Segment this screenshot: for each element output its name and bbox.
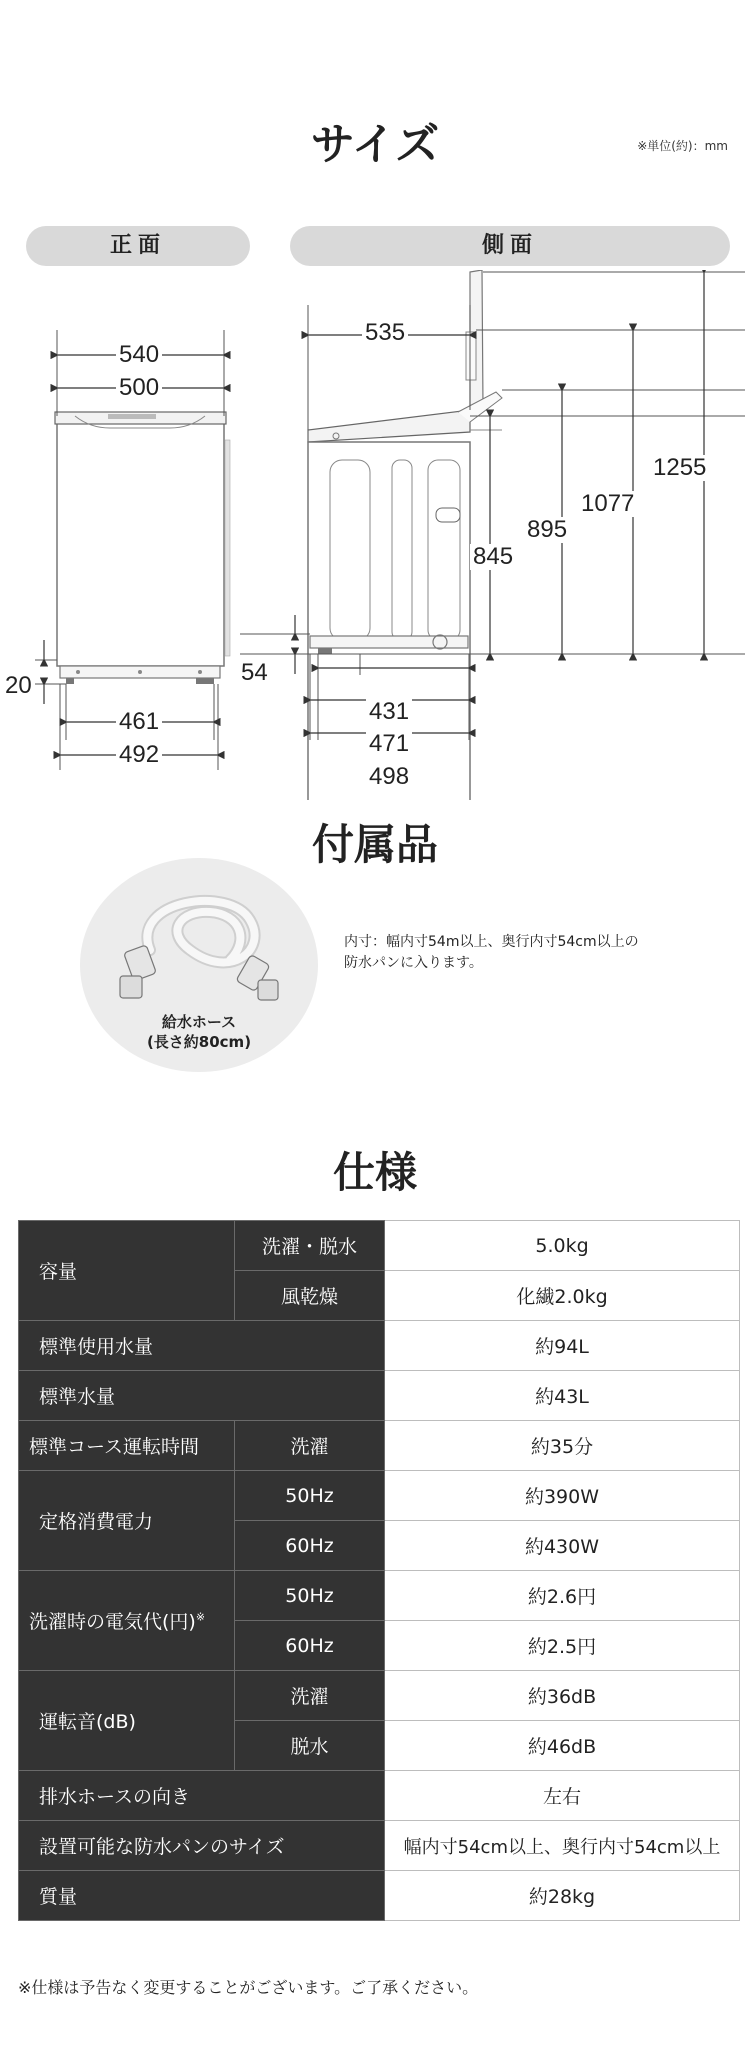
footnote-mark: ※: [195, 1610, 206, 1624]
spec-label-electricity-text: 洗濯時の電気代(円): [29, 1611, 196, 1633]
side-dim-535: 535: [362, 320, 408, 346]
side-dim-1255: 1255: [650, 455, 709, 481]
table-row: [19, 1571, 740, 1621]
side-dim-498: 498: [366, 764, 412, 790]
spec-label-power: 定格消費電力: [19, 1471, 235, 1571]
side-dim-54: 54: [241, 659, 268, 686]
side-lid-handle-shape: [466, 332, 476, 380]
accessory-note-line1: 内寸：幅内寸54m以上、奥行内寸54cm以上の: [344, 934, 639, 950]
spec-sub-label: 60Hz: [235, 1621, 385, 1671]
spec-label-water-level: 標準水量: [19, 1371, 385, 1421]
accessories-title: 付属品: [311, 820, 438, 869]
table-row: [19, 1471, 740, 1521]
table-row: [19, 1371, 740, 1421]
spec-label-electricity: [19, 1571, 235, 1671]
spec-title: 仕様: [332, 1148, 417, 1197]
spec-value: 化繊2.0kg: [385, 1271, 740, 1321]
side-view-drawing: [240, 270, 750, 800]
front-control-panel-shape: [108, 414, 156, 419]
side-dim-431: 431: [366, 699, 412, 725]
spec-sub-label: 脱水: [235, 1721, 385, 1771]
table-row: [19, 1871, 740, 1921]
accessory-note: [344, 932, 704, 974]
spec-sub-label: 50Hz: [235, 1471, 385, 1521]
front-dim-461: 461: [116, 709, 162, 735]
water-hose-image: [110, 880, 290, 1010]
accessory-name: 給水ホース: [161, 1013, 237, 1031]
front-dim-500: 500: [116, 375, 162, 401]
spec-sub-label: 洗濯: [235, 1421, 385, 1471]
table-row: [19, 1321, 740, 1371]
front-dim-492: 492: [116, 742, 162, 768]
side-base-shape: [310, 636, 468, 648]
side-dim-895: 895: [524, 517, 570, 543]
spec-sub-label: 洗濯: [235, 1671, 385, 1721]
side-dim-471: 471: [366, 731, 412, 757]
spec-label-pan-size: 設置可能な防水パンのサイズ: [19, 1821, 385, 1871]
spec-label-weight: 質量: [19, 1871, 385, 1921]
spec-value: 約36dB: [385, 1671, 740, 1721]
spec-value: 約2.5円: [385, 1621, 740, 1671]
spec-value: 約43L: [385, 1371, 740, 1421]
spec-value: 約430W: [385, 1521, 740, 1571]
spec-value: 左右: [385, 1771, 740, 1821]
table-row: [19, 1421, 740, 1471]
spec-value: 約2.6円: [385, 1571, 740, 1621]
side-dim-1077: 1077: [578, 491, 637, 517]
size-title: サイズ: [310, 119, 440, 170]
spec-label-course-time: 標準コース運転時間: [19, 1421, 235, 1471]
accessory-length: (長さ約80cm): [146, 1033, 252, 1051]
table-row: [19, 1771, 740, 1821]
spec-value: 約390W: [385, 1471, 740, 1521]
spec-value: 5.0kg: [385, 1221, 740, 1271]
spec-sub-label: 風乾燥: [235, 1271, 385, 1321]
spec-label-capacity: 容量: [19, 1221, 235, 1321]
spec-sub-label: 洗濯・脱水: [235, 1221, 385, 1271]
spec-label-drain-hose: 排水ホースの向き: [19, 1771, 385, 1821]
spec-value: 幅内寸54cm以上、奥行内寸54cm以上: [385, 1821, 740, 1871]
table-row: [19, 1221, 740, 1271]
spec-label-noise: 運転音(dB): [19, 1671, 235, 1771]
spec-value: 約28kg: [385, 1871, 740, 1921]
table-row: [19, 1821, 740, 1871]
front-dim-20: 20: [5, 672, 32, 699]
side-top-panel-shape: [308, 410, 470, 442]
front-cabinet-shape: [57, 416, 224, 666]
spec-sub-label: 60Hz: [235, 1521, 385, 1571]
spec-footnote: ※仕様は予告なく変更することがございます。ご了承ください。: [18, 1978, 479, 1997]
spec-value: 約94L: [385, 1321, 740, 1371]
spec-value: 約46dB: [385, 1721, 740, 1771]
spec-label-water-use: 標準使用水量: [19, 1321, 385, 1371]
front-view-label: 正面: [26, 226, 250, 266]
side-dim-845: 845: [470, 544, 516, 570]
spec-sub-label: 50Hz: [235, 1571, 385, 1621]
spec-value: 約35分: [385, 1421, 740, 1471]
side-view-label: 側面: [290, 226, 730, 266]
front-dim-540: 540: [116, 342, 162, 368]
accessory-note-line2: 防水パンに入ります。: [344, 955, 483, 971]
table-row: [19, 1671, 740, 1721]
unit-note: ※単位(約)：mm: [637, 139, 728, 153]
spec-table: [18, 1220, 740, 1921]
